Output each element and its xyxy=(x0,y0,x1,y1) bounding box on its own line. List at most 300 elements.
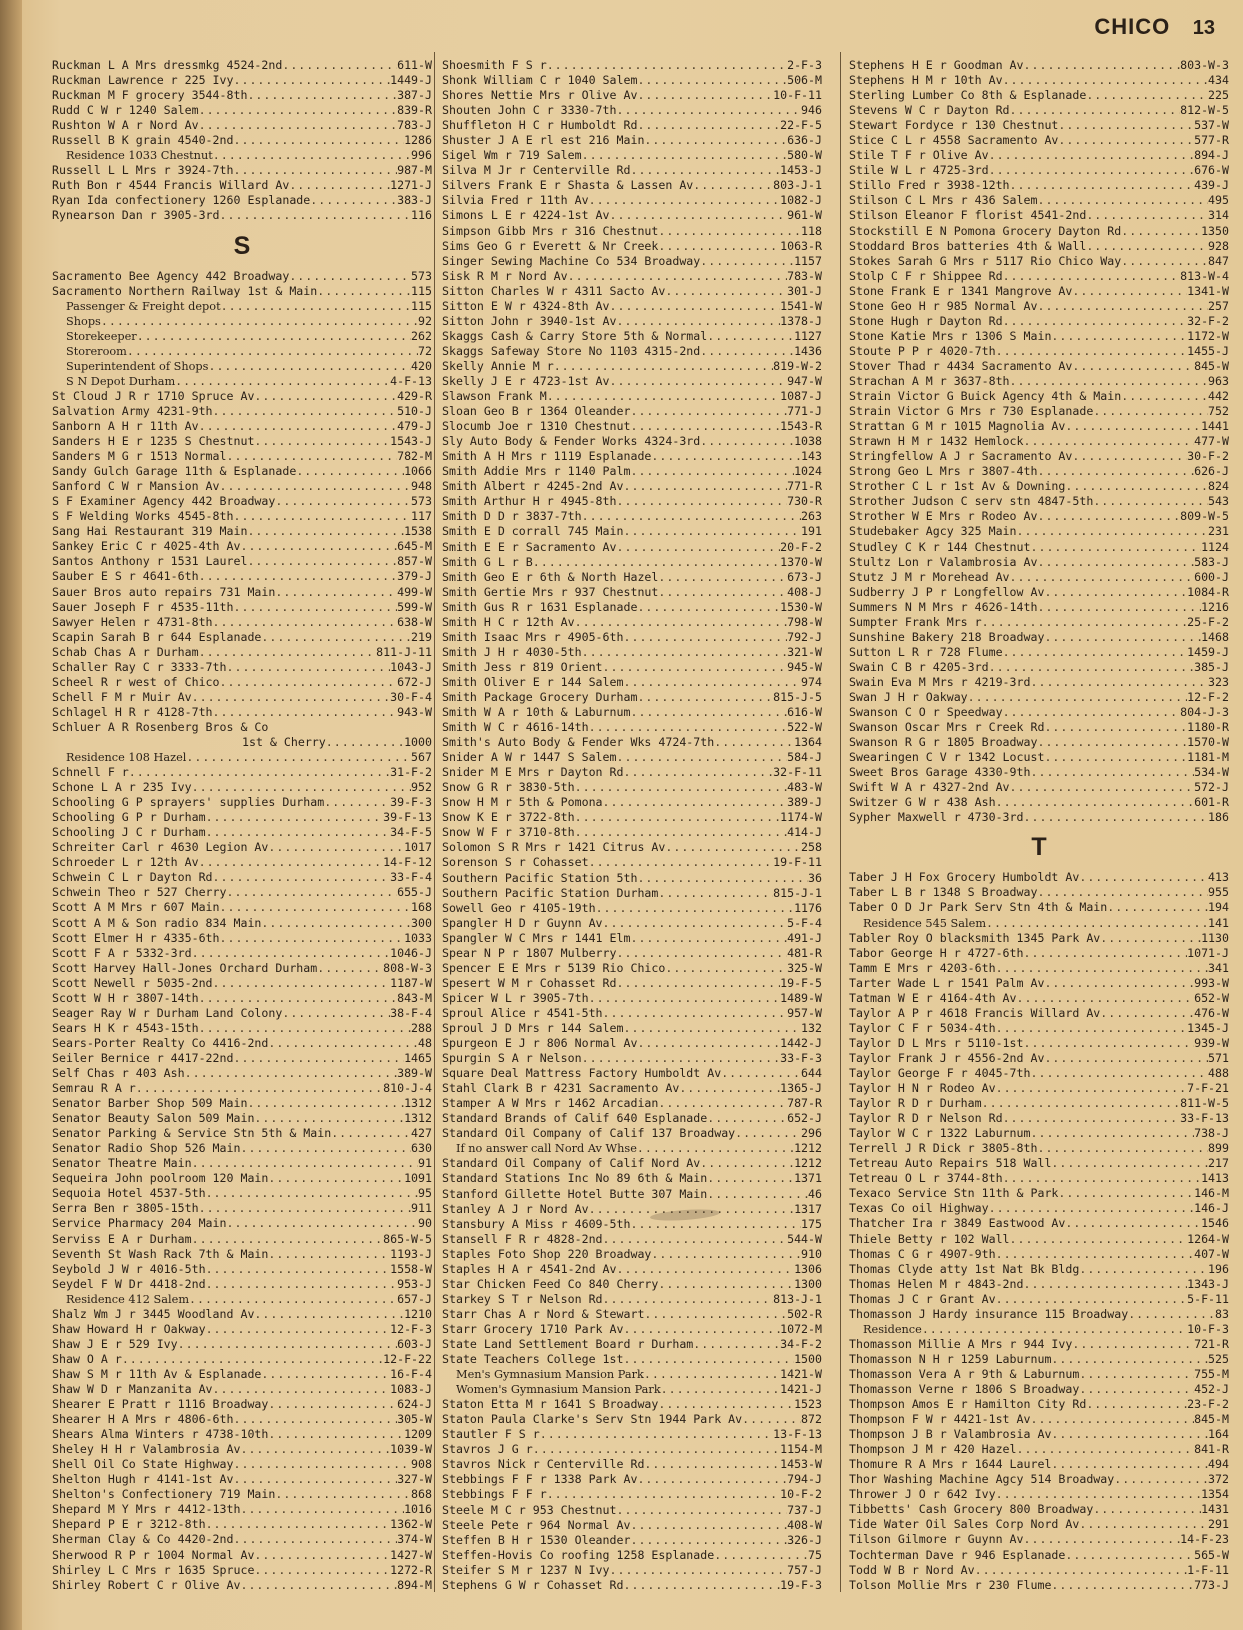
dot-leader xyxy=(233,163,397,178)
listing-name: Stavros J G r xyxy=(442,1442,533,1457)
listing-entry xyxy=(52,509,432,524)
dot-leader xyxy=(1044,976,1194,991)
listing-name: Residence 412 Salem xyxy=(66,1292,190,1306)
dot-leader xyxy=(199,419,398,434)
listing-entry xyxy=(849,1156,1229,1171)
phone-number: 845-M xyxy=(1194,1412,1229,1427)
phone-number: 1523 xyxy=(794,1397,822,1412)
listing-entry xyxy=(52,946,432,961)
dot-leader xyxy=(996,1021,1188,1036)
phone-number: 603-J xyxy=(397,1336,432,1351)
phone-number: 1341-W xyxy=(1187,283,1229,298)
listing-name: 1st & Cherry xyxy=(242,734,326,749)
dot-leader xyxy=(317,961,383,976)
phone-number: 1431 xyxy=(1201,1502,1229,1517)
listing-name: Schooling G P sprayers' supplies Durham xyxy=(52,795,325,810)
listing-entry xyxy=(442,299,822,314)
phone-number: 567 xyxy=(411,750,432,765)
listing-name: Standard Oil Company of Calif Nord Av xyxy=(442,1156,701,1171)
phone-number: 323 xyxy=(1208,674,1229,689)
listing-name: Stile T F r Olive Av xyxy=(849,148,989,163)
listing-entry xyxy=(442,1202,822,1217)
phone-number: 1033 xyxy=(404,930,432,945)
section-letter: S xyxy=(233,231,251,260)
dot-leader xyxy=(617,314,781,329)
dot-leader xyxy=(630,163,780,178)
listing-entry xyxy=(442,690,822,705)
listing-entry xyxy=(52,615,432,630)
listing-name: Terrell J R Dick r 3805-8th xyxy=(849,1141,1038,1156)
listing-name: Smith Package Grocery Durham xyxy=(442,689,638,704)
listing-name: Standard Brands of Calif 640 Esplanade xyxy=(442,1111,708,1126)
phone-number: 771-J xyxy=(787,404,822,419)
listing-name: Stilson Eleanor F florist 4541-2nd xyxy=(849,208,1087,223)
section-letter: T xyxy=(1031,833,1047,862)
dot-leader xyxy=(603,660,788,675)
listing-entry xyxy=(849,1096,1229,1111)
listing-name: Silva M Jr r Centerville Rd xyxy=(442,163,631,178)
dot-leader xyxy=(623,1322,780,1337)
dot-leader xyxy=(1024,1532,1181,1547)
phone-number: 865-W-5 xyxy=(383,1231,432,1246)
phone-number: 502-R xyxy=(787,1306,822,1321)
dot-leader xyxy=(623,1578,780,1593)
phone-number: 1441 xyxy=(1201,419,1229,434)
listing-entry xyxy=(52,1141,432,1156)
listing-entry xyxy=(52,1186,432,1201)
listing-name: Skelly J E r 4723-1st Av xyxy=(442,373,610,388)
listing-entry xyxy=(52,1036,432,1051)
listing-entry xyxy=(52,585,432,600)
dot-leader xyxy=(137,329,411,344)
listing-entry xyxy=(849,314,1229,329)
dot-leader xyxy=(199,855,384,870)
listing-entry xyxy=(52,208,432,223)
phone-number: 262 xyxy=(411,328,432,343)
dot-leader xyxy=(206,810,384,825)
dot-leader xyxy=(1079,1367,1194,1382)
dot-leader xyxy=(637,690,773,705)
dot-leader xyxy=(637,871,808,886)
dot-leader xyxy=(617,946,788,961)
phone-number: 841-R xyxy=(1194,1442,1229,1457)
listing-entry xyxy=(52,690,432,705)
listing-name: Ruth Bon r 4544 Francis Willard Av xyxy=(52,178,290,193)
phone-number: 326-J xyxy=(787,1532,822,1547)
dot-leader xyxy=(1114,1472,1208,1487)
dot-leader xyxy=(1121,254,1208,269)
dot-leader xyxy=(665,840,801,855)
phone-number: 847 xyxy=(1208,253,1229,268)
listing-name: Self Chas r 403 Ash xyxy=(52,1066,185,1080)
listing-entry xyxy=(442,1578,822,1593)
listing-name: Stultz Lon r Valambrosia Av xyxy=(849,554,1038,569)
listing-entry xyxy=(442,103,822,118)
dot-leader xyxy=(1065,1216,1201,1231)
listing-entry xyxy=(442,976,822,991)
phone-number: 116 xyxy=(411,208,432,223)
listing-entry xyxy=(849,585,1229,600)
dot-leader xyxy=(261,1367,390,1382)
listing-name: Taylor George F r 4045-7th xyxy=(849,1066,1031,1080)
dot-leader xyxy=(213,148,411,163)
dot-leader xyxy=(247,524,404,539)
listing-name: Shaw W D r Manzanita Av xyxy=(52,1381,213,1396)
listing-entry xyxy=(442,1563,822,1578)
phone-number: 810-J-4 xyxy=(383,1081,432,1096)
listing-entry xyxy=(849,735,1229,750)
listing-entry xyxy=(442,1051,822,1066)
listing-name: Thomasson Vera A r 9th & Laburnum xyxy=(849,1366,1080,1381)
phone-number: 72 xyxy=(418,343,432,358)
listing-entry xyxy=(52,404,432,419)
phone-number: 543 xyxy=(1208,494,1229,509)
listing-name: Tilson Gilmore r Guynn Av xyxy=(849,1532,1024,1547)
phone-number: 1000 xyxy=(404,734,432,749)
listing-entry xyxy=(442,871,822,886)
listing-entry xyxy=(52,58,432,73)
listing-entry xyxy=(52,720,432,735)
listing-entry xyxy=(442,1427,822,1442)
dot-leader xyxy=(637,1141,794,1156)
listing-name: Women's Gymnasium Mansion Park xyxy=(456,1383,661,1397)
phone-number: 1130 xyxy=(1201,930,1229,945)
listing-name: Starr Chas A r Nord & Stewart xyxy=(442,1306,645,1321)
phone-number: 1345-J xyxy=(1187,1020,1229,1035)
listing-entry xyxy=(52,900,432,915)
phone-number: 1570-W xyxy=(1187,735,1229,750)
dot-leader xyxy=(637,118,780,133)
dot-leader xyxy=(630,404,787,419)
phone-number: 1071-J xyxy=(1187,945,1229,960)
dot-leader xyxy=(192,1156,418,1171)
phone-number: 10-F-3 xyxy=(1187,1321,1229,1336)
listing-entry xyxy=(849,344,1229,359)
listing-entry xyxy=(442,1217,822,1232)
dot-leader xyxy=(665,284,787,299)
listing-entry xyxy=(849,750,1229,765)
dot-leader xyxy=(644,133,787,148)
phone-number: 194 xyxy=(1208,900,1229,915)
phone-number: 792-J xyxy=(787,629,822,644)
dot-leader xyxy=(547,1487,780,1502)
dot-leader xyxy=(268,1427,404,1442)
listing-entry xyxy=(52,479,432,494)
listing-name: Stilson C L Mrs r 436 Salem xyxy=(849,193,1038,208)
phone-number: 305-W xyxy=(397,1412,432,1427)
listing-name: Swift W A r 4327-2nd Av xyxy=(849,780,1010,795)
listing-name: Spurgeon E J r 806 Normal Av xyxy=(442,1036,638,1051)
column-divider xyxy=(840,52,841,1592)
listing-entry xyxy=(849,224,1229,239)
listing-name: Rushton W A r Nord Av xyxy=(52,118,199,133)
listing-entry xyxy=(849,1051,1229,1066)
phone-number: 14-F-23 xyxy=(1180,1532,1229,1547)
listing-entry xyxy=(849,1382,1229,1397)
phone-number: 1306 xyxy=(794,1261,822,1276)
listing-entry xyxy=(52,1171,432,1186)
phone-number: 429-R xyxy=(397,388,432,403)
listing-entry xyxy=(849,299,1229,314)
dot-leader xyxy=(1037,600,1201,615)
listing-entry xyxy=(52,133,432,148)
phone-number: 737-J xyxy=(787,1502,822,1517)
dot-leader xyxy=(206,1517,391,1532)
phone-number: 1124 xyxy=(1201,539,1229,554)
listing-entry xyxy=(52,389,432,404)
listing-entry xyxy=(849,1036,1229,1051)
listing-name: Passenger & Freight depot xyxy=(66,299,221,313)
listing-name: Thomasson Verne r 1806 S Broadway xyxy=(849,1381,1080,1396)
dot-leader xyxy=(178,1337,397,1352)
listing-name: Star Chicken Feed Co 840 Cherry xyxy=(442,1276,659,1291)
listing-entry xyxy=(442,419,822,434)
phone-number: 910 xyxy=(801,1246,822,1261)
dot-leader xyxy=(982,1096,1181,1111)
listing-name: Standard Stations Inc No 89 6th & Main xyxy=(442,1171,708,1186)
listing-name: Switzer G W r 438 Ash xyxy=(849,795,996,810)
dot-leader xyxy=(1003,1171,1202,1186)
listing-entry xyxy=(849,58,1229,73)
phone-number: 296 xyxy=(801,1126,822,1141)
listing-name: Stokes Sarah G Mrs r 5117 Rio Chico Way xyxy=(849,253,1122,268)
listing-name: Smith A H Mrs r 1119 Esplanade xyxy=(442,449,652,464)
listing-name: Studebaker Agcy 325 Main xyxy=(849,524,1017,539)
listing-entry xyxy=(52,1412,432,1427)
listing-entry xyxy=(442,494,822,509)
phone-number: 32-F-11 xyxy=(773,765,822,780)
phone-number: 477-W xyxy=(1194,434,1229,449)
dot-leader xyxy=(596,901,795,916)
listing-entry xyxy=(442,825,822,840)
phone-number: 945-W xyxy=(787,659,822,674)
listing-entry xyxy=(442,1006,822,1021)
phone-number: 1072-M xyxy=(780,1321,822,1336)
listing-name: Spesert W M r Cohasset Rd xyxy=(442,975,617,990)
listing-name: Tolson Mollie Mrs r 230 Flume xyxy=(849,1577,1052,1592)
dot-leader xyxy=(575,825,787,840)
dot-leader xyxy=(233,1051,404,1066)
phone-number: 868 xyxy=(411,1487,432,1502)
listing-name: Schluer A R Rosenberg Bros & Co xyxy=(52,719,269,734)
listing-name: Residence 1033 Chestnut xyxy=(66,149,213,163)
listing-entry xyxy=(52,1352,432,1367)
listing-entry xyxy=(52,314,432,329)
dot-leader xyxy=(582,509,801,524)
phone-number: 1530-W xyxy=(780,599,822,614)
listing-name: Scott A M & Son radio 834 Main xyxy=(52,915,262,930)
phone-number: 601-R xyxy=(1194,795,1229,810)
listing-entry xyxy=(52,88,432,103)
listing-name: Stone Frank E r 1341 Mangrove Av xyxy=(849,283,1073,298)
listing-name: Stoute P P r 4020-7th xyxy=(849,343,996,358)
listing-name: Sauber E S r 4641-6th xyxy=(52,569,199,584)
phone-number: 911 xyxy=(411,1201,432,1216)
phone-number: 1127 xyxy=(794,328,822,343)
phone-number: 1172-W xyxy=(1187,328,1229,343)
listing-entry xyxy=(849,916,1229,931)
listing-name: Senator Theatre Main xyxy=(52,1156,192,1171)
dot-leader xyxy=(617,750,788,765)
dot-leader xyxy=(206,825,391,840)
phone-number: 1538 xyxy=(404,524,432,539)
dot-leader xyxy=(282,58,397,73)
phone-number: 1043-J xyxy=(390,659,432,674)
phone-number: 819-W-2 xyxy=(773,358,822,373)
phone-number: 1174-W xyxy=(780,810,822,825)
phone-number: 616-W xyxy=(787,705,822,720)
dot-leader xyxy=(206,1322,391,1337)
dot-leader xyxy=(679,1081,780,1096)
phone-number: 1157 xyxy=(794,253,822,268)
listing-name: Starr Grocery 1710 Park Av xyxy=(442,1321,624,1336)
listing-entry xyxy=(849,1111,1229,1126)
listing-entry xyxy=(442,585,822,600)
dot-leader xyxy=(1121,389,1208,404)
listing-entry xyxy=(52,991,432,1006)
listing-name: Summers N M Mrs r 4626-14th xyxy=(849,599,1038,614)
listing-name: Strachan A M r 3637-8th xyxy=(849,373,1010,388)
page-header xyxy=(1094,14,1215,48)
dot-leader xyxy=(1017,1442,1195,1457)
listing-entry xyxy=(52,284,432,299)
listing-name: Snow K E r 3722-8th xyxy=(442,810,575,825)
listing-name: Stringfellow A J r Sacramento Av xyxy=(849,449,1073,464)
listing-entry xyxy=(52,148,432,163)
phone-number: 257 xyxy=(1208,298,1229,313)
listing-entry xyxy=(52,193,432,208)
dot-leader xyxy=(623,479,787,494)
phone-number: 565-W xyxy=(1194,1547,1229,1562)
listing-name: Shaw O A r xyxy=(52,1351,122,1366)
listing-name: Russell B K grain 4540-2nd xyxy=(52,133,234,148)
listing-name: Sitton Charles W r 4311 Sacto Av xyxy=(442,283,666,298)
phone-number: 1354 xyxy=(1201,1487,1229,1502)
listing-name: Smith Gus R r 1631 Esplanade xyxy=(442,599,638,614)
listing-name: Stephens G W r Cohasset Rd xyxy=(442,1577,624,1592)
phone-number: 12-F-2 xyxy=(1187,689,1229,704)
dot-leader xyxy=(630,1217,801,1232)
listing-entry xyxy=(442,314,822,329)
phone-number: 894-M xyxy=(397,1577,432,1592)
listing-name: Shores Nettie Mrs r Olive Av xyxy=(442,88,638,103)
listing-name: Spangler H D r Guynn Av xyxy=(442,915,603,930)
dot-leader xyxy=(1003,1111,1181,1126)
listing-entry xyxy=(849,389,1229,404)
phone-number: 1264-W xyxy=(1187,1231,1229,1246)
phone-number: 263 xyxy=(801,509,822,524)
phone-number: 12-F-3 xyxy=(390,1321,432,1336)
listing-entry xyxy=(52,103,432,118)
phone-number: 1087-J xyxy=(780,389,822,404)
listing-name: Sanborn A H r 11th Av xyxy=(52,418,199,433)
phone-number: 1271-J xyxy=(390,178,432,193)
phone-number: 599-W xyxy=(397,599,432,614)
phone-number: 755-M xyxy=(1194,1366,1229,1381)
listing-entry xyxy=(849,690,1229,705)
phone-number: 872 xyxy=(801,1412,822,1427)
listing-entry xyxy=(849,1578,1229,1593)
listing-entry xyxy=(52,885,432,900)
dot-leader xyxy=(707,329,794,344)
dot-leader xyxy=(189,1292,397,1307)
dot-leader xyxy=(582,148,787,163)
dot-leader xyxy=(254,1548,390,1563)
listing-name: Stone Geo H r 985 Normal Av xyxy=(849,298,1038,313)
listing-name: Stephens H E r Goodman Av xyxy=(849,58,1024,72)
phone-number: 420 xyxy=(411,358,432,373)
listing-name: Snow H M r 5th & Pomona xyxy=(442,795,603,810)
listing-name: Thompson Amos E r Hamilton City Rd xyxy=(849,1397,1087,1412)
phone-number: 39-F-13 xyxy=(383,810,432,825)
phone-number: 1154-M xyxy=(780,1442,822,1457)
dot-leader xyxy=(233,509,411,524)
dot-leader xyxy=(1086,208,1208,223)
listing-name: Staples Foto Shop 220 Broadway xyxy=(442,1246,652,1261)
listing-entry xyxy=(442,1352,822,1367)
listing-entry xyxy=(52,1548,432,1563)
phone-number: 95 xyxy=(418,1186,432,1201)
listing-entry xyxy=(442,1397,822,1412)
listing-entry xyxy=(52,1578,432,1593)
phone-number: 387-J xyxy=(397,88,432,103)
listing-entry xyxy=(442,1367,822,1382)
dot-leader xyxy=(192,780,411,795)
phone-number: 1212 xyxy=(794,1156,822,1171)
phone-number: 258 xyxy=(801,840,822,855)
listing-name: Tarter Wade L r 1541 Palm Av xyxy=(849,975,1045,990)
phone-number: 479-J xyxy=(397,418,432,433)
dot-leader xyxy=(1072,359,1194,374)
phone-number: 434 xyxy=(1208,73,1229,88)
listing-entry xyxy=(442,1548,822,1563)
dot-leader xyxy=(658,1277,794,1292)
listing-name: Scott Elmer H r 4335-6th xyxy=(52,930,220,945)
dot-leader xyxy=(268,1247,390,1262)
phone-number: 808-W-3 xyxy=(383,960,432,975)
listing-name: Thompson J B r Valambrosia Av xyxy=(849,1427,1052,1442)
phone-number: 499-W xyxy=(397,584,432,599)
dot-leader xyxy=(220,208,412,223)
listing-name: Stansbury A Miss r 4609-5th xyxy=(442,1216,631,1231)
listing-name: Sanders M G r 1513 Normal xyxy=(52,449,227,464)
dot-leader xyxy=(101,314,418,329)
phone-number: 5-F-4 xyxy=(787,915,822,930)
phone-number: 291 xyxy=(1208,1517,1229,1532)
phone-number: 2-F-3 xyxy=(787,58,822,72)
phone-number: 1038 xyxy=(794,434,822,449)
listing-name: Sang Hai Restaurant 319 Main xyxy=(52,524,248,539)
dot-leader xyxy=(268,840,404,855)
phone-number: 1500 xyxy=(794,1352,822,1367)
phone-number: 374-W xyxy=(397,1532,432,1547)
dot-leader xyxy=(630,1518,787,1533)
listing-entry xyxy=(52,73,432,88)
listing-name: Swan J H r Oakway xyxy=(849,689,968,704)
listing-entry xyxy=(442,509,822,524)
listing-entry xyxy=(849,239,1229,254)
listing-name: Scott F A r 5332-3rd xyxy=(52,945,192,960)
phone-number: 38-F-4 xyxy=(390,1005,432,1020)
phone-number: 5-F-11 xyxy=(1187,1291,1229,1306)
listing-entry xyxy=(442,208,822,223)
listing-name: Schlagel H R r 4128-7th xyxy=(52,704,213,719)
dot-leader xyxy=(658,585,787,600)
listing-name: Thomasson Millie A Mrs r 944 Ivy xyxy=(849,1336,1073,1351)
dot-leader xyxy=(220,931,405,946)
listing-entry xyxy=(52,374,432,389)
listing-name: Schooling J C r Durham xyxy=(52,825,206,840)
